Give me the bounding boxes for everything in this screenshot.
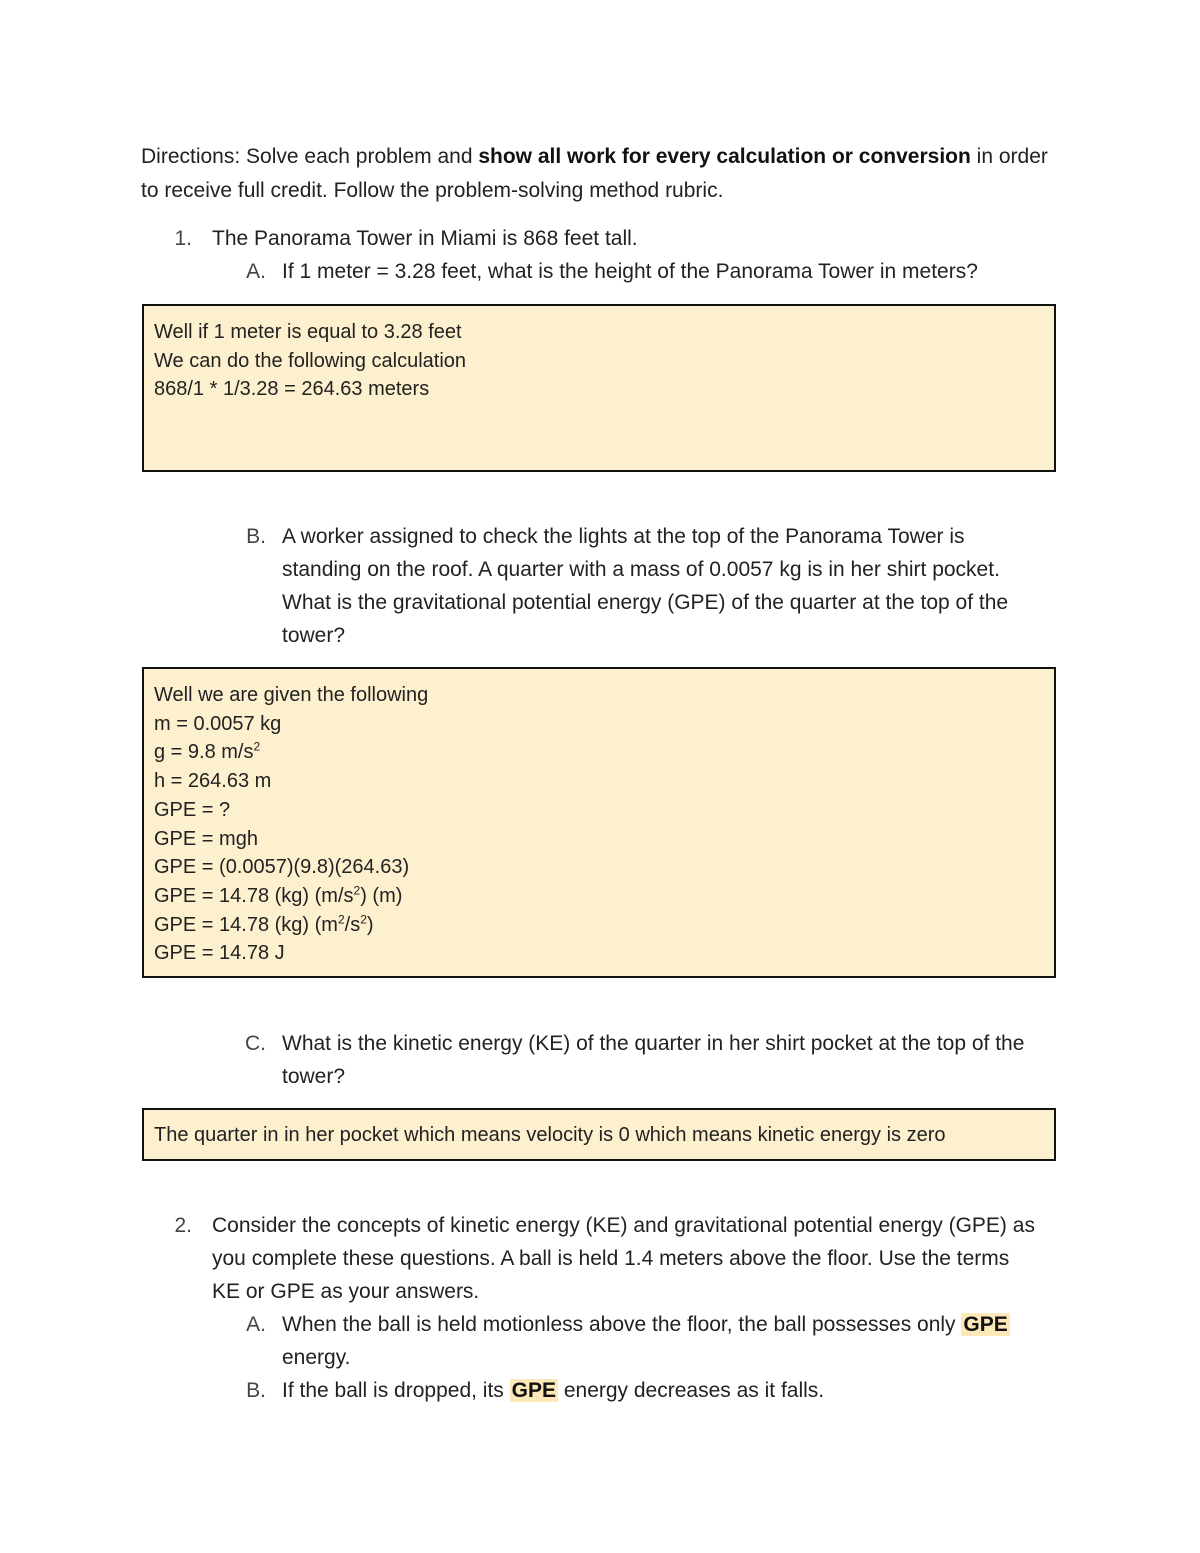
directions-bold: show all work for every calculation or conversion — [478, 145, 971, 168]
q1c-answer-line: The quarter in in her pocket which means velocity is 0 which means kinetic energy is zero — [154, 1124, 946, 1146]
q1b-line: tower? — [282, 624, 346, 647]
q1b-line: A worker assigned to check the lights at the top of the Panorama Tower is — [282, 525, 965, 548]
q1b-line: What is the gravitational potential energy (GPE) of the quarter at the top of the — [282, 591, 1009, 614]
q1b-answer-line: m = 0.0057 kg — [154, 712, 282, 735]
q1a-answer-line: We can do the following calculation — [154, 349, 467, 372]
directions-line-1 — [141, 140, 1048, 173]
q2b-answer[interactable]: GPE — [511, 1379, 556, 1402]
q2a-answer[interactable]: GPE — [963, 1313, 1008, 1336]
q1b-answer-line: GPE = 14.78 (kg) $(m^2/s^2)$ — [154, 911, 374, 936]
directions-line-2: to receive full credit. Follow the problem-solving method rubric. — [141, 179, 724, 202]
q2a-line-1: When the ball is held motionless above the floor, the ball possesses only GPE — [282, 1313, 1008, 1336]
q1b-answer-line: h = 264.63 m — [154, 770, 272, 793]
q1b-answer-line: GPE = 14.78 (kg) $(m/s^2)$ (m) — [154, 883, 403, 907]
q1a-answer-box[interactable] — [142, 304, 1056, 472]
q2b-line: If the ball is dropped, its GPE energy decreases as it falls. — [282, 1379, 825, 1402]
q1b-answer-line: GPE = ? — [154, 798, 231, 821]
directions-prefix: Directions: Solve each problem and — [141, 145, 479, 168]
q1b-letter: B. — [246, 525, 266, 548]
q2-line: Consider the concepts of kinetic energy (KE) and gravitational potential energy (GPE) as — [212, 1214, 1035, 1237]
q1b-answer-box[interactable] — [142, 667, 1056, 978]
q2a-line-2: energy. — [282, 1346, 351, 1369]
q2-number: 2. — [174, 1214, 192, 1237]
q1a-letter: A. — [246, 260, 266, 283]
q2-line: you complete these questions. A ball is held 1.4 meters above the floor. Use the terms — [212, 1247, 1010, 1270]
q1b-answer-line: Well we are given the following — [154, 684, 429, 706]
q1-text: The Panorama Tower in Miami is 868 feet tall. — [212, 227, 638, 250]
q1b-answer-line: GPE = 14.78 J — [154, 942, 285, 965]
q1b-line: standing on the roof. A quarter with a mass of 0.0057 kg is in her shirt pocket. — [282, 558, 1000, 581]
q1-number: 1. — [174, 227, 192, 250]
q2b-letter: B. — [246, 1379, 266, 1402]
q1c-answer-box[interactable] — [142, 1108, 1056, 1161]
q1b-answer-line: GPE = mgh — [154, 827, 258, 850]
q2a-letter: A. — [246, 1313, 266, 1336]
q2-line: KE or GPE as your answers. — [212, 1280, 480, 1303]
q1b-answer-line: GPE = (0.0057)(9.8)(264.63) — [154, 856, 410, 879]
q1c-letter: C. — [245, 1032, 266, 1055]
q1c-line: tower? — [282, 1065, 346, 1088]
q1a-answer-line: Well if 1 meter is equal to 3.28 feet — [154, 321, 462, 343]
q1a-text: If 1 meter = 3.28 feet, what is the height of the Panorama Tower in meters? — [282, 260, 978, 283]
q1a-answer-line: 868/1 * 1/3.28 = 264.63 meters — [154, 378, 430, 401]
q1b-answer-line: g = 9.8 $m/s^2$ — [154, 739, 261, 764]
q1c-line: What is the kinetic energy (KE) of the quarter in her shirt pocket at the top of the — [282, 1032, 1025, 1055]
directions-suffix: in order — [970, 145, 1048, 168]
